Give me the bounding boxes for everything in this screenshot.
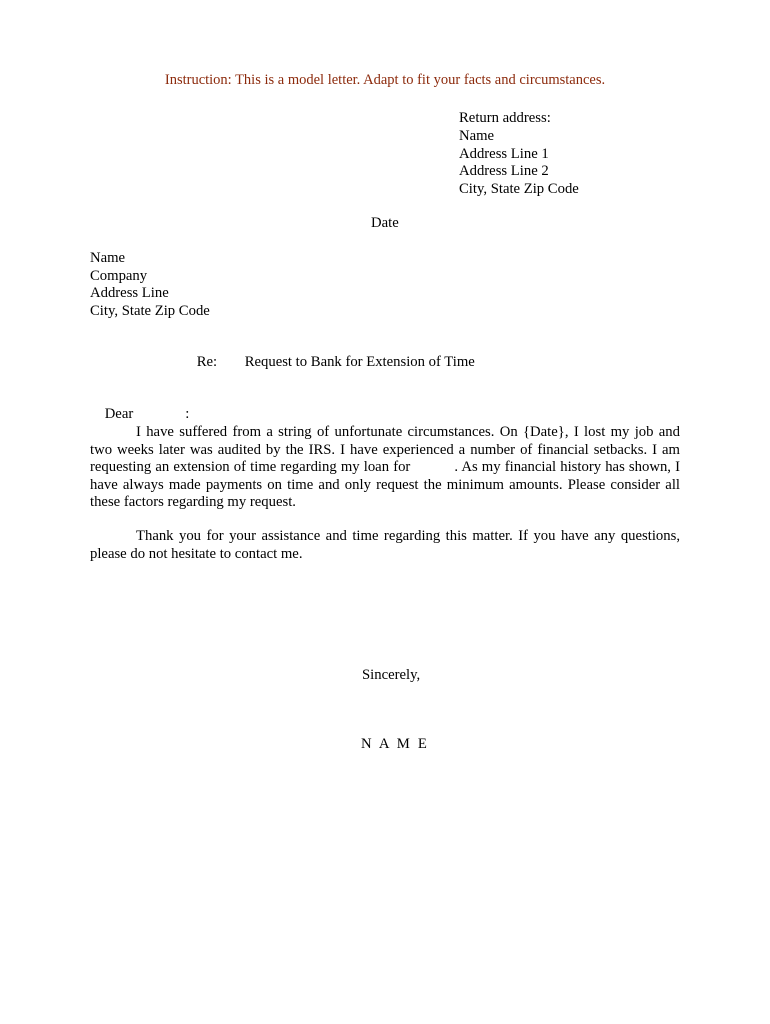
- signature-name: N A M E: [361, 736, 430, 752]
- closing-line: Sincerely,: [362, 667, 421, 683]
- recipient-city-state-zip: City, State Zip Code: [90, 302, 210, 319]
- return-address-block: [459, 110, 579, 199]
- recipient-address-line: Address Line: [90, 285, 169, 301]
- instruction-note: Instruction: This is a model letter. Adapt to fit your facts and circumstances.: [164, 72, 606, 88]
- body-paragraph-1: [90, 424, 680, 512]
- salutation-suffix: :: [185, 406, 190, 422]
- letter-date: Date: [371, 215, 399, 231]
- salutation-prefix: Dear: [104, 406, 134, 422]
- recipient-name: Name: [90, 250, 126, 266]
- re-subject: Request to Bank for Extension of Time: [244, 354, 475, 370]
- return-address-line-2: Address Line 2: [459, 163, 549, 180]
- re-line: [182, 337, 475, 388]
- recipient-company: Company: [90, 267, 148, 284]
- return-address-city-state-zip: City, State Zip Code: [459, 181, 579, 198]
- return-address-label: Return address:: [459, 110, 551, 126]
- body-paragraph-2: Thank you for your assistance and time regarding this matter. If you have any questions, please do not hesitate to contact me.: [90, 528, 680, 562]
- body-paragraph-1-part-2: . As my financial history has shown, I have always made payments on time and only request the minimum amounts. Please consider all these factors regarding my request.: [90, 459, 680, 510]
- re-label: Re:: [196, 354, 218, 370]
- body-paragraph-1-part-1: I have suffered from a string of unfortunate circumstances. On {Date}, I lost my job and two weeks later was audited by the IRS. I have experienced a number of financial setbacks. I am requesting an extension of time regarding my loan for: [90, 424, 680, 475]
- recipient-address-block: [90, 250, 210, 320]
- return-address-name: Name: [459, 127, 495, 144]
- return-address-line-1: Address Line 1: [459, 145, 549, 162]
